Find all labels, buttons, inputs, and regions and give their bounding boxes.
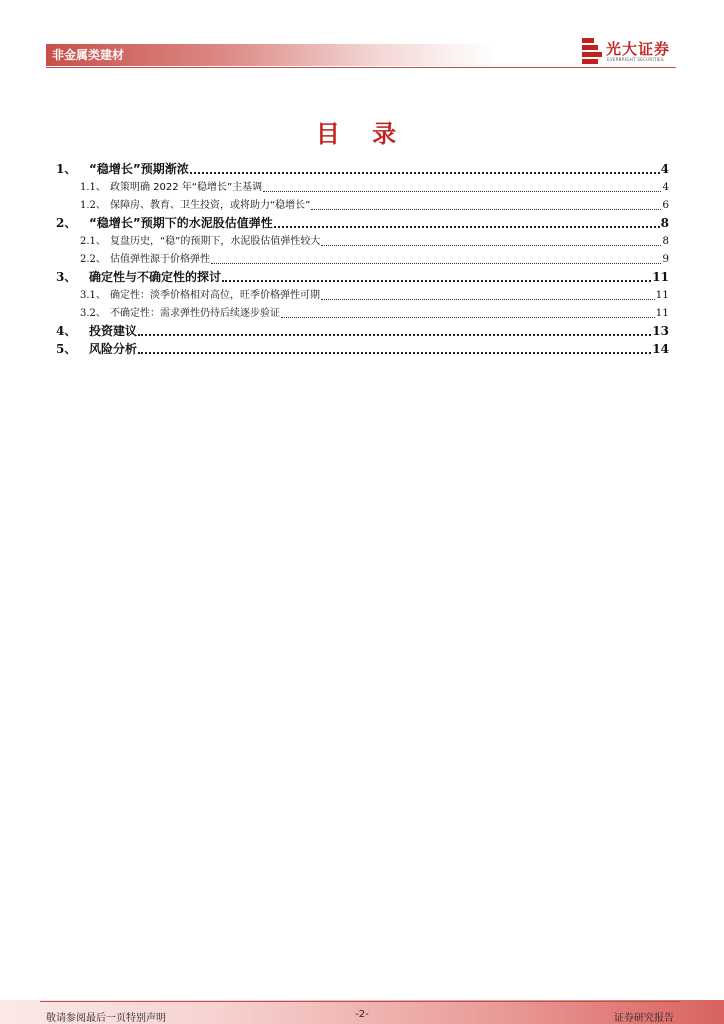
toc-entry-page: 8 <box>660 216 669 230</box>
toc-entry-number: 1.2、 <box>80 200 106 211</box>
toc-entry-page: 4 <box>662 181 669 193</box>
table-of-contents <box>56 160 669 358</box>
toc-leader-dots <box>263 191 661 192</box>
logo-english-name: EVERBRIGHT SECURITIES <box>607 57 664 62</box>
toc-entry-title: “稳增长”预期渐浓 <box>89 162 189 176</box>
footer-divider <box>40 1001 680 1002</box>
toc-entry-title: 确定性：淡季价格相对高位，旺季价格弹性可期 <box>110 290 320 301</box>
toc-entry-page: 6 <box>662 199 669 211</box>
toc-entry-title: 不确定性：需求弹性仍待后续逐步验证 <box>110 308 280 319</box>
toc-entry-2-2[interactable] <box>56 250 669 268</box>
toc-entry-title: 复盘历史，“稳”的预期下，水泥股估值弹性较大 <box>110 236 321 247</box>
toc-entry-page: 13 <box>652 324 669 338</box>
toc-entry-title: 保障房、教育、卫生投资，或将助力“稳增长” <box>110 200 311 211</box>
toc-entry-title: “稳增长”预期下的水泥股估值弹性 <box>89 216 273 230</box>
logo-chinese-name: 光大证券 <box>606 40 671 58</box>
toc-entry-number: 3.1、 <box>80 290 106 301</box>
toc-entry-1-2[interactable] <box>56 196 669 214</box>
toc-entry-number: 1.1、 <box>80 182 106 193</box>
toc-entry-page: 14 <box>652 342 669 356</box>
toc-entry-title: 风险分析 <box>89 342 138 356</box>
footer-page-number: -2- <box>355 1009 369 1020</box>
toc-leader-dots <box>321 299 655 300</box>
toc-leader-dots <box>311 209 661 210</box>
toc-leader-dots <box>274 226 660 228</box>
toc-entry-2-1[interactable] <box>56 232 669 250</box>
toc-entry-page: 8 <box>662 235 669 247</box>
toc-entry-page: 11 <box>652 270 669 284</box>
toc-entry-page: 11 <box>655 307 669 319</box>
toc-entry-3-2[interactable] <box>56 304 669 322</box>
toc-entry-page: 9 <box>662 253 669 265</box>
header-category: 非金属类建材 <box>52 48 125 62</box>
toc-leader-dots <box>138 352 651 354</box>
toc-entry-number: 5、 <box>56 342 77 356</box>
toc-leader-dots <box>222 280 651 282</box>
toc-title: 目 录 <box>315 120 409 148</box>
toc-entry-page: 4 <box>660 162 669 176</box>
toc-entry-number: 3.2、 <box>80 308 106 319</box>
footer-disclaimer: 敬请参阅最后一页特别声明 <box>46 1013 166 1024</box>
toc-leader-dots <box>281 317 655 318</box>
toc-entry-3[interactable] <box>56 268 669 286</box>
toc-entry-page: 11 <box>655 289 669 301</box>
footer-doc-type: 证券研究报告 <box>614 1013 674 1024</box>
toc-entry-number: 4、 <box>56 324 77 338</box>
toc-entry-2[interactable] <box>56 214 669 232</box>
toc-entry-number: 2、 <box>56 216 77 230</box>
toc-entry-title: 政策明确 2022 年“稳增长”主基调 <box>110 182 263 193</box>
toc-entry-number: 3、 <box>56 270 77 284</box>
toc-leader-dots <box>190 172 660 174</box>
toc-entry-number: 2.1、 <box>80 236 106 247</box>
toc-entry-5[interactable] <box>56 340 669 358</box>
everbright-logo-icon <box>582 38 602 64</box>
toc-entry-number: 1、 <box>56 162 77 176</box>
toc-leader-dots <box>321 245 661 246</box>
toc-entry-4[interactable] <box>56 322 669 340</box>
header-divider <box>46 67 676 68</box>
toc-entry-number: 2.2、 <box>80 254 106 265</box>
toc-entry-1[interactable] <box>56 160 669 178</box>
company-logo <box>582 38 678 66</box>
toc-entry-title: 估值弹性源于价格弹性 <box>110 254 210 265</box>
toc-entry-3-1[interactable] <box>56 286 669 304</box>
toc-entry-title: 投资建议 <box>89 324 138 338</box>
toc-entry-title: 确定性与不确定性的探讨 <box>89 270 222 284</box>
toc-entry-1-1[interactable] <box>56 178 669 196</box>
toc-leader-dots <box>138 334 651 336</box>
toc-leader-dots <box>211 263 661 264</box>
